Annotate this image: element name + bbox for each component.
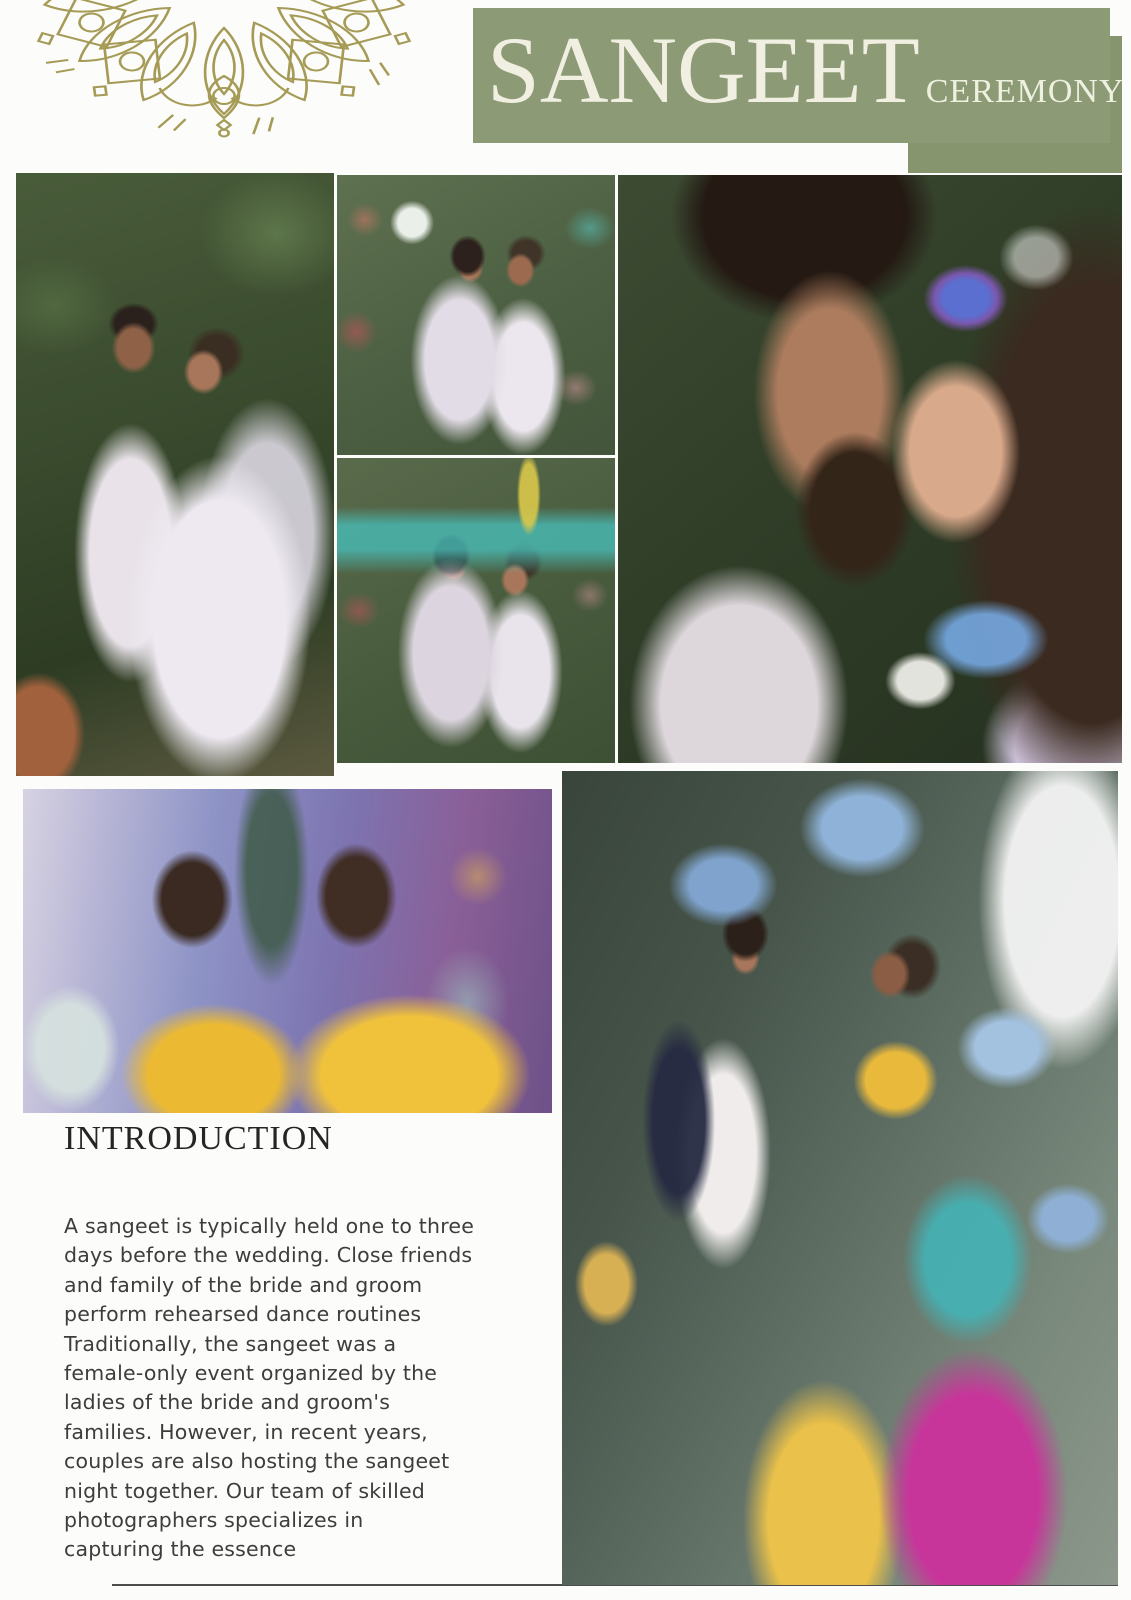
intro-line: night together. Our team of skilled bbox=[64, 1478, 425, 1503]
photo-couple-floral-backdrop bbox=[337, 175, 615, 455]
intro-line: Traditionally, the sangeet was a bbox=[64, 1331, 397, 1356]
mandala-ornament bbox=[22, 0, 426, 138]
intro-line: capturing the essence bbox=[64, 1537, 297, 1562]
intro-line: ladies of the bride and groom's bbox=[64, 1390, 391, 1415]
page-title: SANGEET bbox=[487, 17, 920, 123]
intro-line: and family of the bride and groom bbox=[64, 1272, 423, 1297]
photo-ladies-yellow bbox=[23, 789, 552, 1113]
intro-line: couples are also hosting the sangeet bbox=[64, 1449, 450, 1474]
intro-line: perform rehearsed dance routines bbox=[64, 1302, 422, 1327]
photo-couple-teal-backdrop bbox=[337, 458, 615, 763]
photo-couple-closeup bbox=[618, 175, 1122, 763]
intro-line: A sangeet is typically held one to three bbox=[64, 1214, 475, 1238]
photo-couple-garden bbox=[16, 173, 334, 776]
photo-sangeet-night bbox=[562, 771, 1118, 1585]
intro-line: female-only event organized by the bbox=[64, 1361, 438, 1386]
page-subtitle: CEREMONY bbox=[925, 73, 1125, 110]
title-banner bbox=[473, 8, 1125, 143]
intro-line: photographers specializes in bbox=[64, 1508, 364, 1533]
intro-paragraph bbox=[64, 1212, 474, 1565]
intro-line: days before the wedding. Close friends bbox=[64, 1243, 473, 1268]
intro-heading: INTRODUCTION bbox=[64, 1120, 333, 1157]
intro-line: families. However, in recent years, bbox=[64, 1419, 428, 1444]
